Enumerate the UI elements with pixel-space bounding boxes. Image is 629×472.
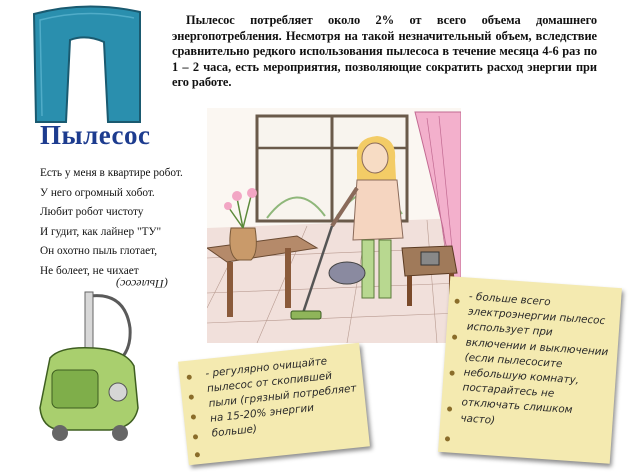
tip-note-left xyxy=(178,343,370,465)
tip-text: - больше всего электроэнергии пылесос использует при включении и выключении (если пылесосите небольшую комнату, постарайтесь не отключать слишком часто) xyxy=(460,290,609,427)
riddle-answer: (Пылесос) xyxy=(116,277,168,291)
pin-icon xyxy=(445,436,450,441)
poem-line: Не болеет, не чихает xyxy=(40,264,139,277)
pin-icon xyxy=(186,374,191,379)
intro-paragraph: Пылесос потребляет около 2% от всего объема домашнего энергопотребления. Несмотря на такой незначительный объем, вследствие сравнительно редкого использования пылесоса в течение месяца 4-6 раз по 1 – 2 часа, есть мероприятия, позволяющие сократить расход энергии при его работе. xyxy=(172,13,597,90)
big-letter-p-icon xyxy=(28,4,146,124)
pin-icon xyxy=(191,414,196,419)
room-drawing-icon xyxy=(207,108,461,343)
poem xyxy=(40,164,215,281)
vacuum-cleaner-drawing-icon xyxy=(30,288,150,448)
poem-line: Он охотно пыль глотает, xyxy=(40,245,158,257)
pin-icon xyxy=(195,452,200,457)
pin-icon xyxy=(452,334,457,339)
poem-line: Есть у меня в квартире робот. xyxy=(40,167,183,179)
pin-icon xyxy=(447,406,452,411)
pin-icon xyxy=(189,394,194,399)
poem-line: Любит робот чистоту xyxy=(40,206,144,218)
poem-line: У него огромный хобот. xyxy=(40,186,155,199)
pin-icon xyxy=(454,299,459,304)
page-title: Пылесос xyxy=(40,120,151,150)
tip-note-right xyxy=(438,276,622,464)
tip-text: - регулярно очищайте пылесос от скопившей пыли (грязный потребляет на 15-20% энергии больше) xyxy=(204,355,358,440)
pin-icon xyxy=(449,370,454,375)
pin-icon xyxy=(193,434,198,439)
poem-line: И гудит, как лайнер "ТУ" xyxy=(40,225,162,238)
